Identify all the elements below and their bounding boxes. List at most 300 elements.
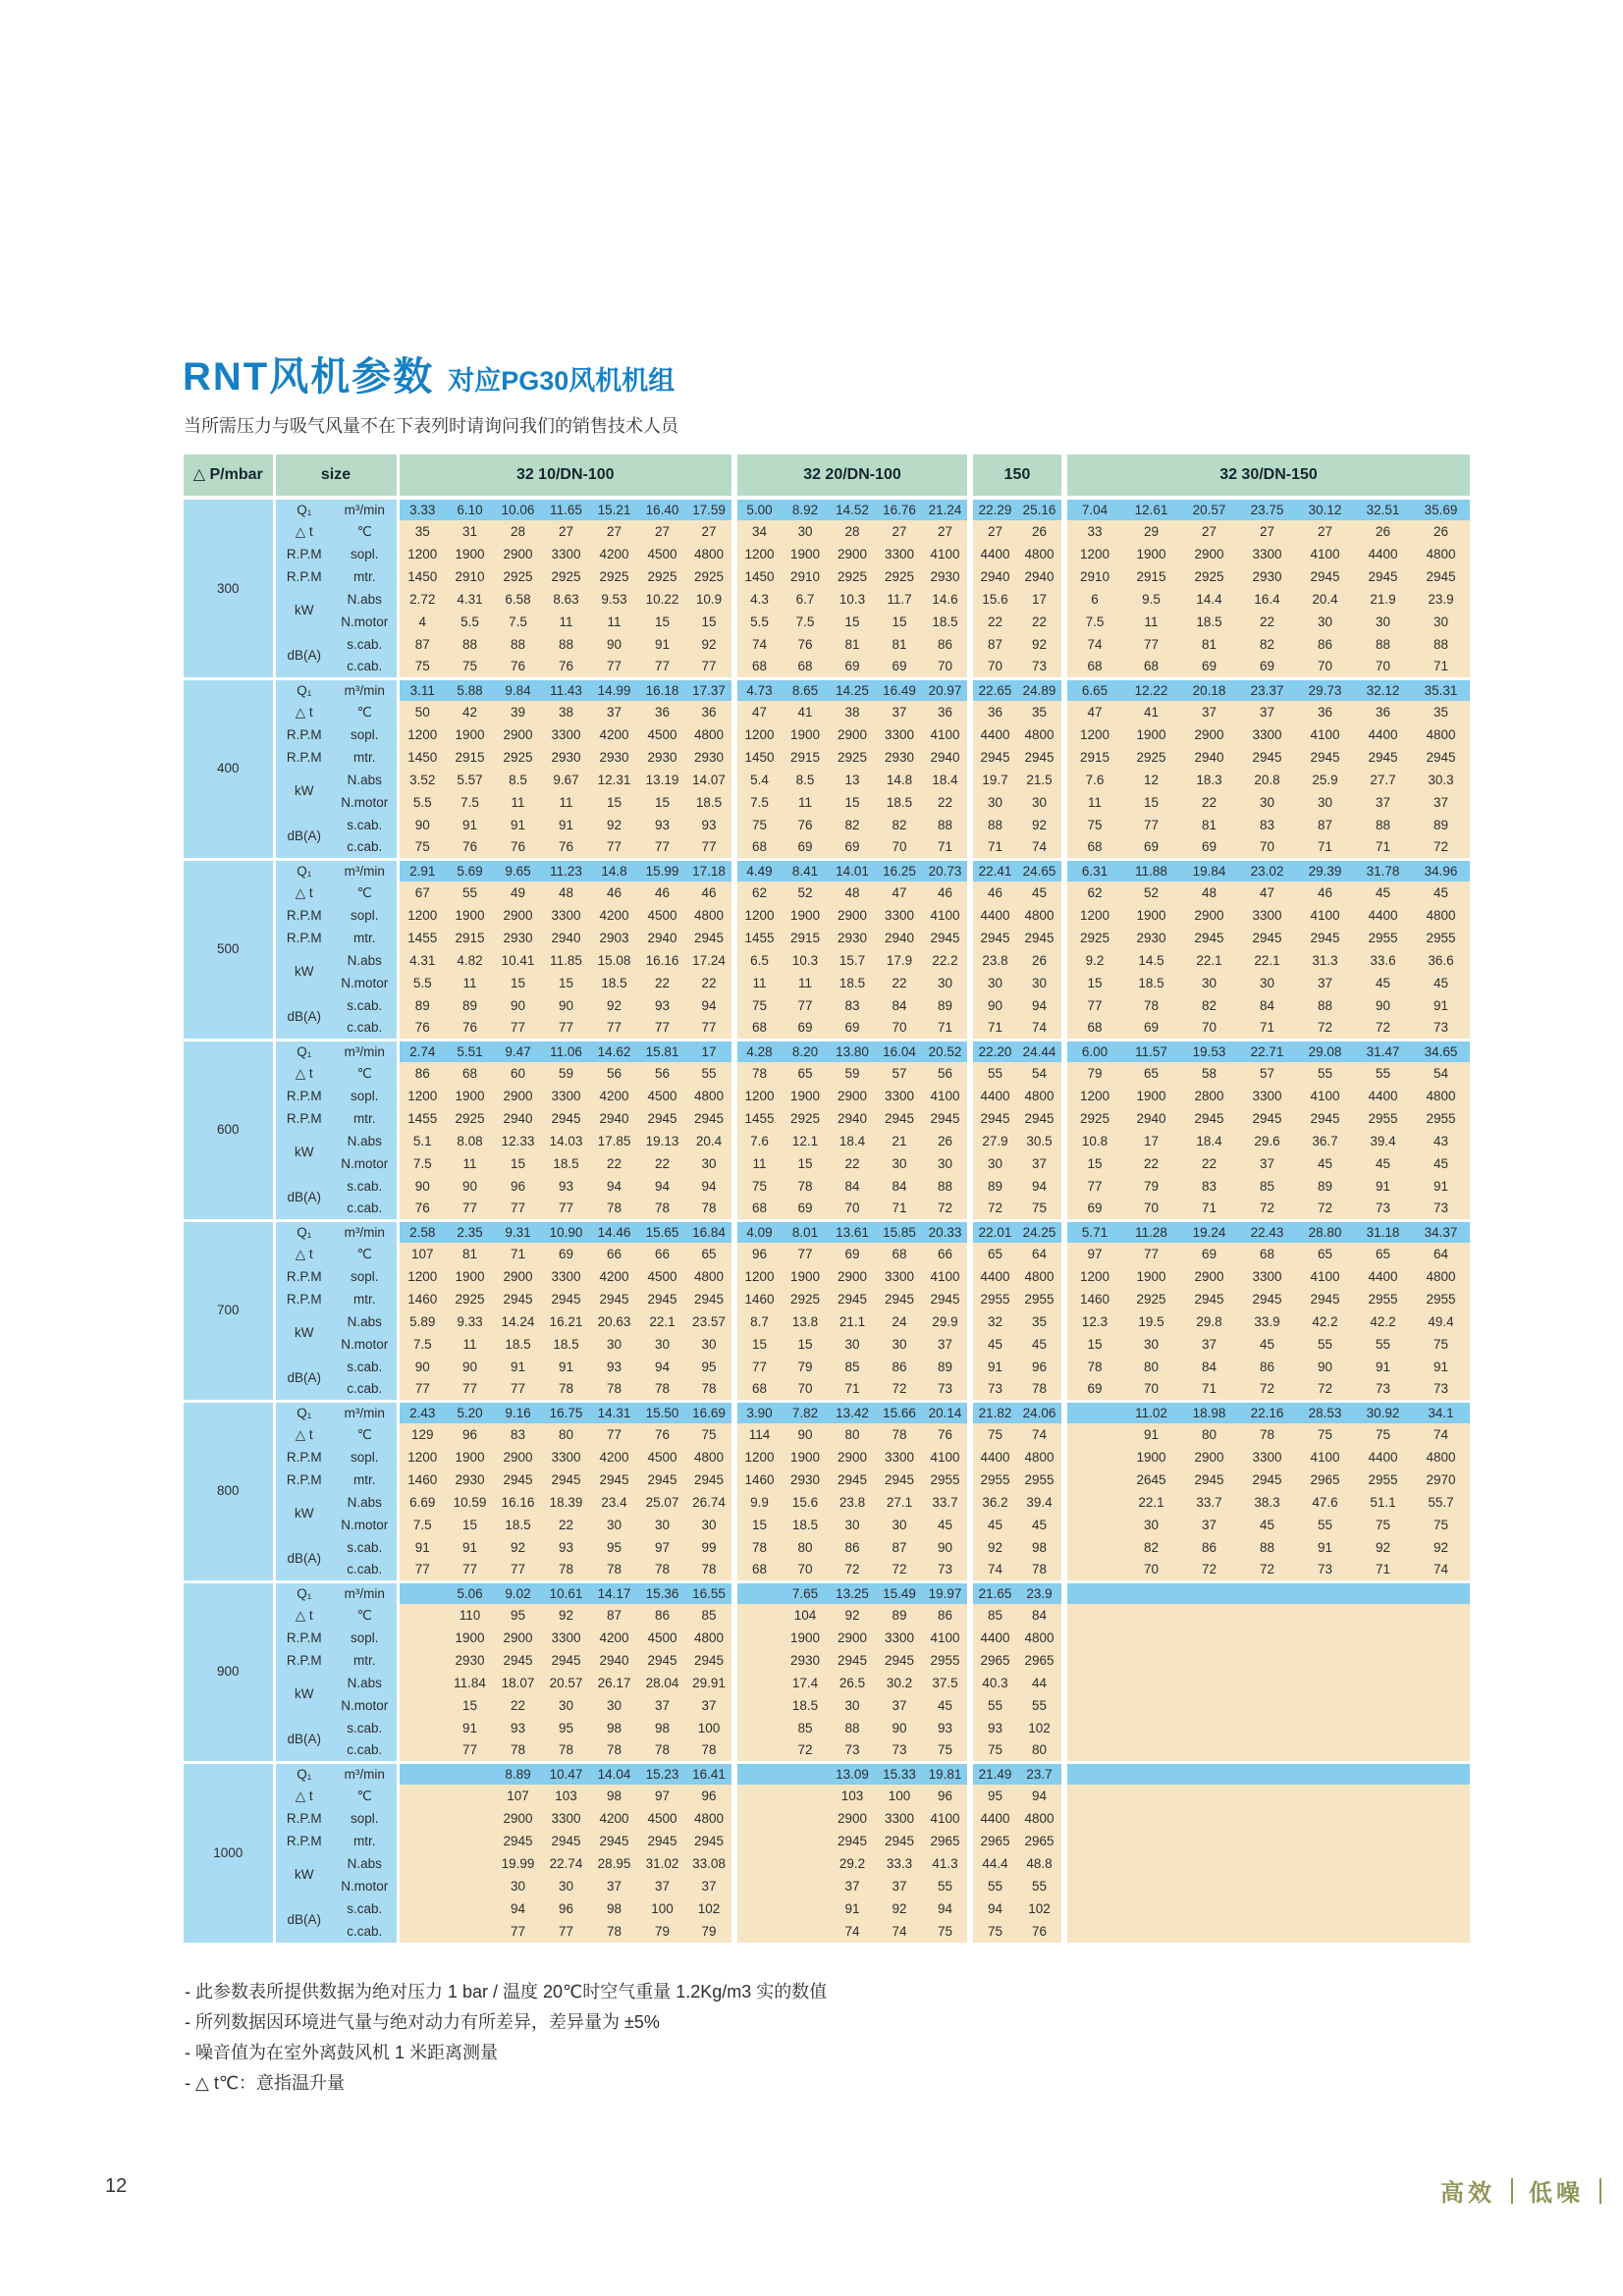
- row-unit-label: sopl.: [333, 1446, 398, 1468]
- data-cell: 19.7: [970, 769, 1017, 791]
- data-cell: 30: [923, 1152, 970, 1175]
- data-cell: 23.7: [1017, 1762, 1064, 1785]
- data-cell: 54: [1017, 1062, 1064, 1085]
- data-cell: 11: [494, 791, 542, 814]
- data-cell: 20.73: [923, 859, 970, 881]
- data-cell: 4400: [970, 1265, 1017, 1288]
- data-cell: 46: [686, 881, 734, 904]
- data-cell: [1064, 1897, 1122, 1920]
- data-cell: 2945: [542, 1830, 590, 1852]
- data-cell: 78: [686, 1198, 734, 1220]
- data-cell: [1238, 1694, 1296, 1717]
- data-cell: [398, 1830, 446, 1852]
- data-cell: 25.07: [638, 1491, 686, 1514]
- data-cell: 91: [1412, 1356, 1470, 1378]
- data-cell: [1180, 1672, 1238, 1694]
- data-cell: 4200: [590, 1265, 638, 1288]
- data-cell: 9.53: [590, 588, 638, 611]
- data-cell: 2925: [876, 565, 923, 588]
- data-cell: 2900: [494, 1265, 542, 1288]
- data-cell: 1460: [734, 1468, 782, 1491]
- table-row: [184, 769, 1470, 791]
- data-cell: 2940: [1122, 1107, 1180, 1130]
- data-cell: [1238, 1604, 1296, 1627]
- data-cell: 27: [590, 520, 638, 543]
- data-cell: 30.5: [1017, 1130, 1064, 1152]
- data-cell: 91: [638, 633, 686, 656]
- data-cell: 46: [638, 881, 686, 904]
- data-cell: 21.49: [970, 1762, 1017, 1785]
- row-label: kW: [274, 1130, 333, 1175]
- data-cell: 90: [1296, 1356, 1354, 1378]
- data-cell: 2945: [876, 1649, 923, 1672]
- data-cell: 1200: [734, 904, 782, 927]
- data-cell: 58: [1180, 1062, 1238, 1085]
- data-cell: 92: [494, 1536, 542, 1559]
- data-cell: 72: [1354, 1017, 1412, 1040]
- data-cell: 12.31: [590, 769, 638, 791]
- data-cell: 4800: [1017, 1085, 1064, 1107]
- data-cell: 55.7: [1412, 1491, 1470, 1514]
- data-cell: 2945: [494, 1468, 542, 1491]
- data-cell: 78: [638, 1198, 686, 1220]
- data-cell: 100: [638, 1897, 686, 1920]
- row-label: R.P.M: [274, 904, 333, 927]
- data-cell: 30: [590, 1514, 638, 1536]
- header-group-150: 150: [970, 454, 1064, 498]
- data-cell: 4800: [1412, 1446, 1470, 1468]
- table-row: [184, 1830, 1470, 1852]
- data-cell: 2945: [829, 1649, 876, 1672]
- row-unit-label: sopl.: [333, 1265, 398, 1288]
- row-unit-label: c.cab.: [333, 1198, 398, 1220]
- data-cell: 76: [398, 1198, 446, 1220]
- data-cell: 71: [923, 836, 970, 859]
- data-cell: 14.07: [686, 769, 734, 791]
- data-cell: 2.72: [398, 588, 446, 611]
- data-cell: [734, 1717, 782, 1739]
- data-cell: 1460: [398, 1288, 446, 1310]
- data-cell: 4100: [1296, 904, 1354, 927]
- data-cell: 4500: [638, 543, 686, 565]
- data-cell: 77: [590, 1017, 638, 1040]
- data-cell: 17: [1122, 1130, 1180, 1152]
- data-cell: 2945: [1017, 927, 1064, 949]
- data-cell: 41: [782, 701, 829, 723]
- table-row: [184, 611, 1470, 633]
- data-cell: [446, 1920, 494, 1943]
- data-cell: 26: [923, 1130, 970, 1152]
- data-cell: 78: [1017, 1378, 1064, 1401]
- data-cell: 74: [829, 1920, 876, 1943]
- data-cell: 8.65: [782, 678, 829, 701]
- data-cell: 76: [923, 1423, 970, 1446]
- data-cell: 27: [1296, 520, 1354, 543]
- data-cell: 75: [446, 656, 494, 678]
- data-cell: 22: [1180, 791, 1238, 814]
- data-cell: 13.19: [638, 769, 686, 791]
- data-cell: 14.31: [590, 1401, 638, 1423]
- data-cell: 74: [734, 633, 782, 656]
- data-cell: 36.7: [1296, 1130, 1354, 1152]
- data-cell: 30: [590, 1694, 638, 1717]
- data-cell: 28: [494, 520, 542, 543]
- row-label: R.P.M: [274, 1288, 333, 1310]
- pressure-cell: 1000: [184, 1762, 274, 1943]
- data-cell: 20.4: [686, 1130, 734, 1152]
- data-cell: 86: [398, 1062, 446, 1085]
- table-row: [184, 701, 1470, 723]
- data-cell: 2925: [638, 565, 686, 588]
- data-cell: 18.5: [542, 1152, 590, 1175]
- table-row: [184, 565, 1470, 588]
- data-cell: 15: [542, 972, 590, 994]
- data-cell: 2955: [970, 1288, 1017, 1310]
- data-cell: [1180, 1581, 1238, 1604]
- data-cell: [398, 1694, 446, 1717]
- data-cell: 15.66: [876, 1401, 923, 1423]
- data-cell: 94: [494, 1897, 542, 1920]
- data-cell: 86: [1180, 1536, 1238, 1559]
- data-cell: 24.89: [1017, 678, 1064, 701]
- data-cell: 88: [446, 633, 494, 656]
- data-cell: 33.9: [1238, 1310, 1296, 1333]
- data-cell: [1296, 1739, 1354, 1762]
- data-cell: [1412, 1604, 1470, 1627]
- data-cell: [1122, 1785, 1180, 1807]
- data-cell: [1412, 1694, 1470, 1717]
- data-cell: 71: [1296, 836, 1354, 859]
- data-cell: [734, 1627, 782, 1649]
- data-cell: 76: [494, 656, 542, 678]
- table-row: [184, 588, 1470, 611]
- data-cell: 68: [1122, 656, 1180, 678]
- data-cell: 2925: [829, 746, 876, 769]
- data-cell: 70: [970, 656, 1017, 678]
- data-cell: [1296, 1897, 1354, 1920]
- data-cell: 74: [970, 1559, 1017, 1581]
- data-cell: 70: [876, 1017, 923, 1040]
- data-cell: [1064, 1401, 1122, 1423]
- data-cell: 17.4: [782, 1672, 829, 1694]
- data-cell: [446, 1762, 494, 1785]
- data-cell: 4100: [923, 1446, 970, 1468]
- data-cell: 4400: [970, 1446, 1017, 1468]
- data-cell: 93: [686, 814, 734, 836]
- data-cell: 92: [1017, 814, 1064, 836]
- data-cell: 102: [1017, 1717, 1064, 1739]
- data-cell: 18.5: [876, 791, 923, 814]
- row-unit-label: ℃: [333, 1062, 398, 1085]
- data-cell: [1412, 1649, 1470, 1672]
- data-cell: 23.57: [686, 1310, 734, 1333]
- data-cell: [1412, 1897, 1470, 1920]
- data-cell: 92: [1017, 633, 1064, 656]
- table-row: [184, 994, 1470, 1017]
- data-cell: 33.3: [876, 1852, 923, 1875]
- data-cell: 1900: [782, 1265, 829, 1288]
- data-cell: 3300: [876, 1265, 923, 1288]
- data-cell: 104: [782, 1604, 829, 1627]
- data-cell: 73: [829, 1739, 876, 1762]
- data-cell: 16.41: [686, 1762, 734, 1785]
- data-cell: 72: [876, 1378, 923, 1401]
- data-cell: [1354, 1852, 1412, 1875]
- data-cell: 30: [1122, 1333, 1180, 1356]
- data-cell: [1296, 1649, 1354, 1672]
- data-cell: 68: [782, 656, 829, 678]
- data-cell: 2945: [686, 1468, 734, 1491]
- data-cell: 3300: [542, 904, 590, 927]
- data-cell: 73: [923, 1378, 970, 1401]
- data-cell: 3300: [542, 543, 590, 565]
- data-cell: 30: [1238, 972, 1296, 994]
- data-cell: 13.25: [829, 1581, 876, 1604]
- table-row: [184, 1649, 1470, 1672]
- data-cell: 45: [1412, 881, 1470, 904]
- data-cell: 15: [638, 611, 686, 633]
- data-cell: 2945: [829, 1830, 876, 1852]
- data-cell: 11: [1064, 791, 1122, 814]
- data-cell: 2955: [923, 1468, 970, 1491]
- data-cell: 15: [876, 611, 923, 633]
- data-cell: 88: [970, 814, 1017, 836]
- data-cell: 1200: [1064, 543, 1122, 565]
- data-cell: [1180, 1739, 1238, 1762]
- table-row: [184, 656, 1470, 678]
- data-cell: 4.82: [446, 949, 494, 972]
- data-cell: 22: [1122, 1152, 1180, 1175]
- data-cell: 1460: [398, 1468, 446, 1491]
- table-row: [184, 1288, 1470, 1310]
- data-cell: 11: [734, 972, 782, 994]
- data-cell: 82: [1180, 994, 1238, 1017]
- data-cell: 30: [970, 972, 1017, 994]
- data-cell: 3300: [876, 1807, 923, 1830]
- data-cell: 1460: [734, 1288, 782, 1310]
- data-cell: 90: [1354, 994, 1412, 1017]
- row-unit-label: c.cab.: [333, 1920, 398, 1943]
- data-cell: 66: [590, 1243, 638, 1265]
- data-cell: 3300: [542, 1807, 590, 1830]
- data-cell: [1296, 1920, 1354, 1943]
- data-cell: [1238, 1875, 1296, 1897]
- data-cell: 55: [923, 1875, 970, 1897]
- data-cell: 2915: [446, 927, 494, 949]
- data-cell: 20.14: [923, 1401, 970, 1423]
- data-cell: [1064, 1514, 1122, 1536]
- data-cell: [1064, 1559, 1122, 1581]
- data-cell: 71: [1180, 1198, 1238, 1220]
- data-cell: 4800: [1017, 904, 1064, 927]
- data-cell: 10.59: [446, 1491, 494, 1514]
- data-cell: 7.5: [1064, 611, 1122, 633]
- data-cell: 1450: [398, 565, 446, 588]
- data-cell: 73: [1017, 656, 1064, 678]
- table-row: [184, 1152, 1470, 1175]
- data-cell: [1296, 1672, 1354, 1694]
- data-cell: 37: [686, 1875, 734, 1897]
- data-cell: 92: [686, 633, 734, 656]
- data-cell: 5.00: [734, 498, 782, 520]
- data-cell: 55: [1354, 1062, 1412, 1085]
- data-cell: [782, 1807, 829, 1830]
- page-title-sub: 对应PG30风机机组: [448, 366, 676, 396]
- data-cell: 30: [829, 1694, 876, 1717]
- data-cell: 69: [1180, 656, 1238, 678]
- data-cell: 14.25: [829, 678, 876, 701]
- data-cell: 17.37: [686, 678, 734, 701]
- data-cell: 20.52: [923, 1040, 970, 1062]
- data-cell: 1900: [446, 723, 494, 746]
- data-cell: 88: [923, 1175, 970, 1198]
- data-cell: 20.57: [1180, 498, 1238, 520]
- data-cell: 2900: [829, 1807, 876, 1830]
- data-cell: 13.8: [782, 1310, 829, 1333]
- data-cell: 8.92: [782, 498, 829, 520]
- data-cell: 62: [1064, 881, 1122, 904]
- table-row: [184, 1785, 1470, 1807]
- data-cell: 77: [590, 836, 638, 859]
- data-cell: 31.78: [1354, 859, 1412, 881]
- data-cell: 5.5: [446, 611, 494, 633]
- data-cell: 79: [1064, 1062, 1122, 1085]
- data-cell: 75: [1064, 814, 1122, 836]
- row-label: R.P.M: [274, 746, 333, 769]
- data-cell: 1450: [734, 746, 782, 769]
- data-cell: 90: [446, 1175, 494, 1198]
- data-cell: 1200: [734, 543, 782, 565]
- data-cell: 25.9: [1296, 769, 1354, 791]
- pressure-cell: 800: [184, 1401, 274, 1581]
- data-cell: 7.5: [398, 1152, 446, 1175]
- data-cell: 77: [446, 1198, 494, 1220]
- data-cell: 78: [1122, 994, 1180, 1017]
- table-row: [184, 1220, 1470, 1243]
- data-cell: 4400: [1354, 543, 1412, 565]
- data-cell: 10.90: [542, 1220, 590, 1243]
- table-row: [184, 814, 1470, 836]
- data-cell: 11: [734, 1152, 782, 1175]
- data-cell: 2955: [1017, 1288, 1064, 1310]
- data-cell: 17: [686, 1040, 734, 1062]
- data-cell: [1354, 1581, 1412, 1604]
- data-cell: 3300: [876, 904, 923, 927]
- data-cell: 15: [782, 1152, 829, 1175]
- data-cell: 77: [782, 994, 829, 1017]
- data-cell: 2945: [876, 1830, 923, 1852]
- data-cell: 3300: [1238, 723, 1296, 746]
- data-cell: 30: [829, 1514, 876, 1536]
- data-cell: 19.13: [638, 1130, 686, 1152]
- data-cell: 1455: [398, 927, 446, 949]
- data-cell: 2903: [590, 927, 638, 949]
- data-cell: 59: [542, 1062, 590, 1085]
- data-cell: 77: [1122, 814, 1180, 836]
- data-cell: 34.37: [1412, 1220, 1470, 1243]
- data-cell: 70: [1122, 1378, 1180, 1401]
- data-cell: 7.5: [782, 611, 829, 633]
- data-cell: 68: [734, 1378, 782, 1401]
- data-cell: 12.1: [782, 1130, 829, 1152]
- table-row: [184, 1920, 1470, 1943]
- data-cell: 89: [398, 994, 446, 1017]
- data-cell: [782, 1852, 829, 1875]
- data-cell: 15: [590, 791, 638, 814]
- row-unit-label: m³/min: [333, 1220, 398, 1243]
- data-cell: 77: [494, 1559, 542, 1581]
- data-cell: 18.5: [782, 1694, 829, 1717]
- row-label: Q₁: [274, 859, 333, 881]
- data-cell: 84: [829, 1175, 876, 1198]
- data-cell: 82: [1122, 1536, 1180, 1559]
- data-cell: 71: [970, 1017, 1017, 1040]
- data-cell: 1455: [734, 927, 782, 949]
- data-cell: 16.4: [1238, 588, 1296, 611]
- row-label: dB(A): [274, 994, 333, 1040]
- data-cell: 75: [734, 814, 782, 836]
- data-cell: [398, 1672, 446, 1694]
- data-cell: 15.65: [638, 1220, 686, 1243]
- data-cell: 1900: [782, 1627, 829, 1649]
- data-cell: 3300: [876, 543, 923, 565]
- data-cell: [1064, 1446, 1122, 1468]
- data-cell: 2945: [923, 1288, 970, 1310]
- data-cell: 3300: [542, 1085, 590, 1107]
- data-cell: 2800: [1180, 1085, 1238, 1107]
- data-cell: 22: [1017, 611, 1064, 633]
- data-cell: [1122, 1649, 1180, 1672]
- data-cell: 37: [1412, 791, 1470, 814]
- data-cell: 23.02: [1238, 859, 1296, 881]
- data-cell: 2945: [686, 1830, 734, 1852]
- data-cell: [1296, 1785, 1354, 1807]
- data-cell: 81: [1180, 814, 1238, 836]
- data-cell: [782, 1897, 829, 1920]
- data-cell: [1354, 1672, 1412, 1694]
- data-cell: 73: [1412, 1198, 1470, 1220]
- data-cell: 4200: [590, 904, 638, 927]
- data-cell: 36: [686, 701, 734, 723]
- table-row: [184, 1559, 1470, 1581]
- data-cell: 90: [542, 994, 590, 1017]
- row-label: Q₁: [274, 1040, 333, 1062]
- row-unit-label: sopl.: [333, 543, 398, 565]
- data-cell: 71: [1238, 1017, 1296, 1040]
- table-row: [184, 1852, 1470, 1875]
- data-cell: 1200: [1064, 723, 1122, 746]
- table-row: [184, 1198, 1470, 1220]
- data-cell: 77: [686, 656, 734, 678]
- data-cell: 11.06: [542, 1040, 590, 1062]
- data-cell: 2.43: [398, 1401, 446, 1423]
- data-cell: 84: [876, 1175, 923, 1198]
- pressure-cell: 600: [184, 1040, 274, 1220]
- data-cell: 2940: [876, 927, 923, 949]
- data-cell: [1238, 1581, 1296, 1604]
- data-cell: 91: [446, 1717, 494, 1739]
- data-cell: 89: [1296, 1175, 1354, 1198]
- data-cell: 2945: [1180, 1107, 1238, 1130]
- data-cell: 2945: [1238, 746, 1296, 769]
- data-cell: 18.5: [829, 972, 876, 994]
- data-cell: 5.06: [446, 1581, 494, 1604]
- data-cell: [1238, 1897, 1296, 1920]
- data-cell: 26.5: [829, 1672, 876, 1694]
- table-row: [184, 1581, 1470, 1604]
- data-cell: 71: [1412, 656, 1470, 678]
- table-row: [184, 1627, 1470, 1649]
